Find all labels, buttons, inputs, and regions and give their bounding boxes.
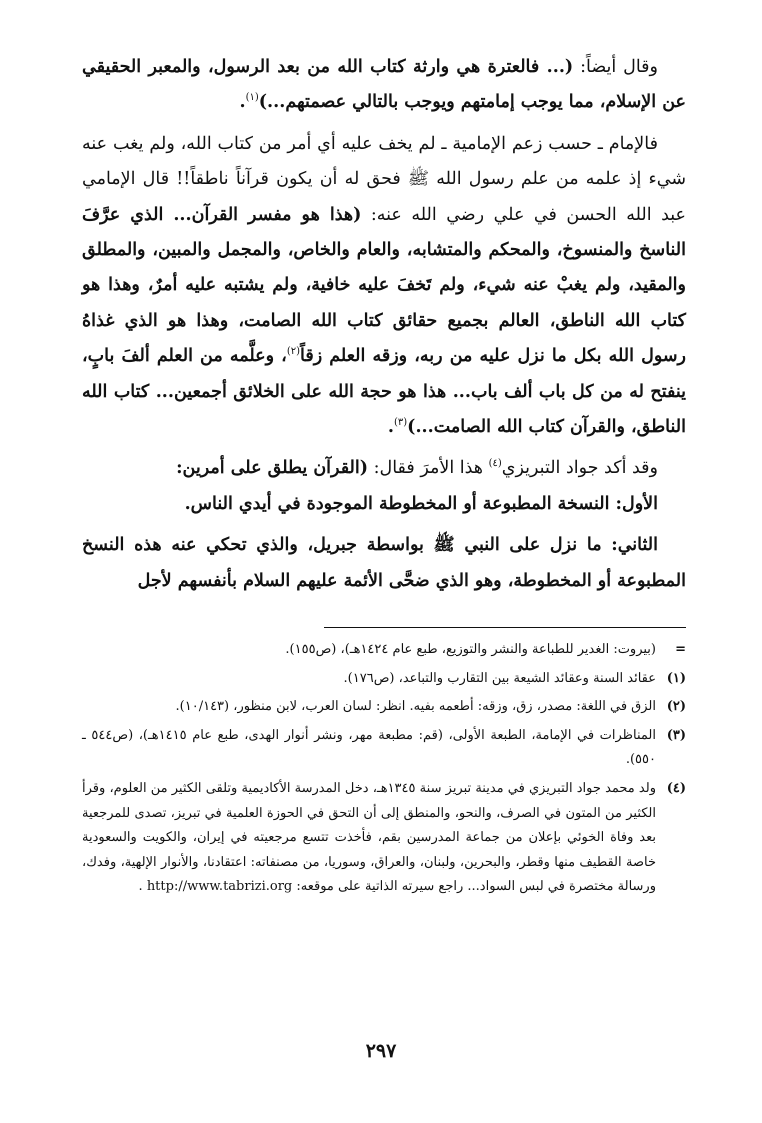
p2-plain: فالإمام ـ حسب زعم الإمامية ـ لم يخف عليه أي أمر من كتاب الله، ولم يغب عنه شيء إذ علمه من علم رسول الله ﷺ فحق له أن يكون قرآناً ناطقاً!! قال الإمامي عبد الله الحسن في علي رضي الله عنه: <box>82 133 686 225</box>
footnote-text: (بيروت: الغدير للطباعة والنشر والتوزيع، طبع عام ١٤٢٤هـ)، (ص١٥٥). <box>285 642 656 658</box>
page-number: ٢٩٧ <box>365 1040 397 1062</box>
footnote-3 <box>82 724 686 773</box>
paragraph-1 <box>82 50 686 121</box>
footnote-text: المناظرات في الإمامة، الطبعة الأولى، (قم: مطبعة مهر، ونشر أنوار الهدى، طبع عام ١٤١٥هـ)، (ص٥٤٤ ـ ٥٥٠). <box>82 727 656 768</box>
p2-quote-b: ، وعلَّمه من العلم ألفَ بابٍ، ينفتح له من كل باب ألف باب... هذا هو حجة الله على الخلائق أجمعين... كتاب الله الناطق، والقرآن كتاب الله الصامت...) <box>82 346 686 438</box>
p3-plain-b: هذا الأمرَ فقال: <box>368 458 489 479</box>
p2-end: . <box>387 417 394 438</box>
footnote-divider <box>324 627 686 628</box>
footnote-ref-3[interactable]: (٣) <box>393 417 408 429</box>
footnote-number: (٤) <box>666 781 686 797</box>
footnote-number: = <box>675 642 686 658</box>
footnote-ref-1[interactable]: (١) <box>245 92 259 104</box>
footnote-text: عقائد السنة وعقائد الشيعة بين التقارب والتباعد، (ص١٧٦). <box>343 670 656 686</box>
footnote-number: (٣) <box>666 727 686 743</box>
footnote-continued <box>82 638 686 663</box>
p1-quote: (... فالعترة هي وارثة كتاب الله من بعد الرسول، والمعبر الحقيقي عن الإسلام، مما يوجب إمامتهم ويوجب بالتالي عصمتهم...) <box>82 57 686 113</box>
p1-end: . <box>239 92 246 113</box>
footnotes <box>82 638 686 900</box>
footnote-ref-2[interactable]: (٢) <box>286 346 301 358</box>
paragraph-4: الأول: النسخة المطبوعة أو المخطوطة الموجودة في أيدي الناس. <box>184 493 658 514</box>
footnote-text: الزق في اللغة: مصدر، زق، وزقه: أطعمه بفيه. انظر: لسان العرب، لابن منظور، (١٠/١٤٣). <box>175 699 656 715</box>
main-text <box>82 50 686 599</box>
footnote-number: (٢) <box>666 699 686 715</box>
paragraph-2 <box>82 127 686 446</box>
footnote-2 <box>82 695 686 720</box>
footnote-number: (١) <box>666 670 686 686</box>
paragraph-5: الثاني: ما نزل على النبي ﷺ بواسطة جبريل، والذي تحكي عنه هذه النسخ المطبوعة أو المخطوطة، وهو الذي ضحَّى الأئمة عليهم السلام بأنفسهم لأجل <box>82 535 686 591</box>
footnote-1 <box>82 667 686 692</box>
p1-lead: وقال أيضاً: <box>573 57 658 77</box>
footnote-ref-4[interactable]: (٤) <box>488 458 502 470</box>
p3-plain-a: وقد أكد جواد التبريزي <box>501 458 658 479</box>
footnote-text: ولد محمد جواد التبريزي في مدينة تبريز سنة ١٣٤٥هـ، دخل المدرسة الأكاديمية وتلقى الكثير من العلوم، وقرأ الكثير من المتون في الصرف، والنحو، والمنطق إلى أن التحق في الحوزة العلمية في تبريز، تصدى للمرجعية بعد وفاة الخوئي بإعلان من جماعة المدرسين بقم، فأخذت تتسع مرجعيته في إيران، والكويت والسعودية خاصة القطيف منها وقطر، والبحرين، ولبنان، والعراق، وسوريا، من مصنفاته: اعتقادنا، والأنوار الإلهية، وفدك، ورسالة مختصرة في لبس السواد... راجع سيرته الذاتية على موقعه: http://www.tabrizi.org . <box>82 781 656 895</box>
paragraph-3 <box>82 451 686 486</box>
footnote-4 <box>82 777 686 900</box>
p3-quote: (القرآن يطلق على أمرين: <box>176 458 369 479</box>
p2-quote-a: (هذا هو مفسر القرآن... الذي عرَّفَ الناسخ والمنسوخ، والمحكم والمتشابه، والعام والخاص، والمجمل والمبين، والمطلق والمقيد، ولم يغبْ عنه شيء، ولم تَخفَ عليه خافية، ولم يشتبه عليه أمرٌ، وهذا هو كتاب الله الناطق، العالم بجميع حقائق كتاب الله الصامت، وهذا هو الذي غذاهُ رسول الله بكل ما نزل عليه من ربه، وزقه العلم زقاً <box>82 204 686 367</box>
